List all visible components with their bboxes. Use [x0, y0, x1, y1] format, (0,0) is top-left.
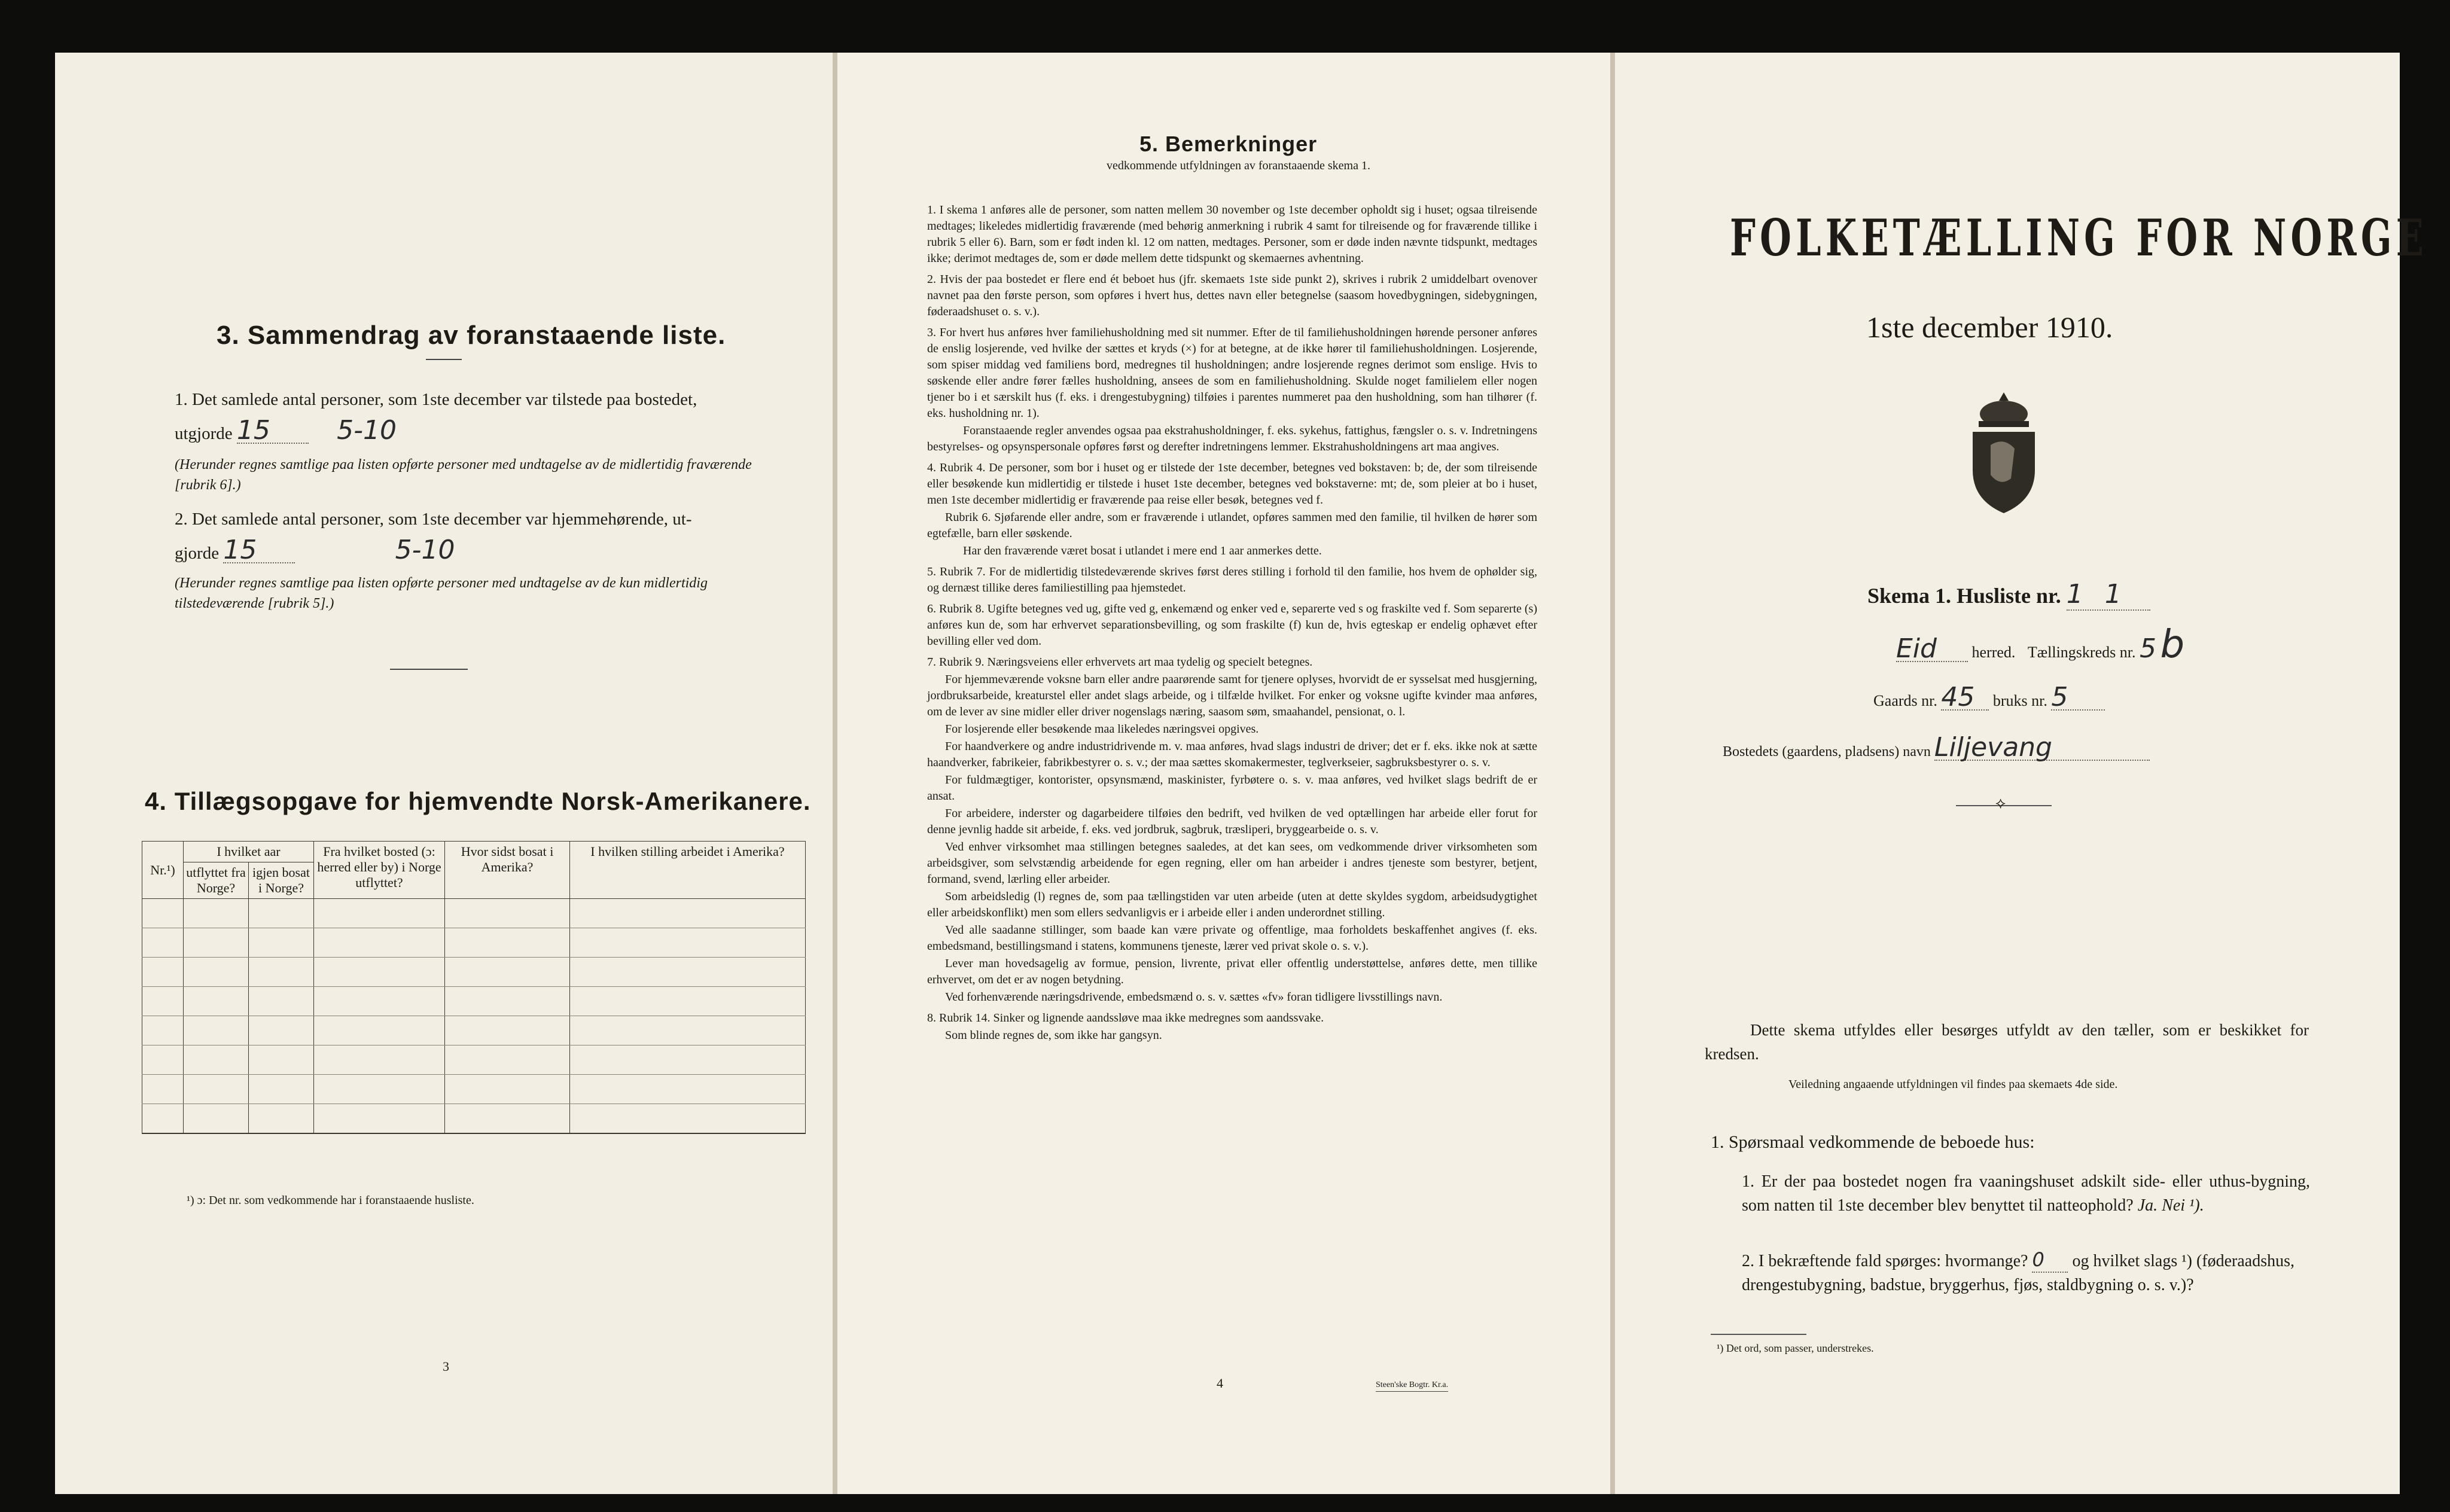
- handwritten-herred: Eid: [1896, 637, 1968, 662]
- remark-7k: Ved forhenværende næringsdrivende, embedsmænd o. s. v. sættes «fv» foran tidligere livsstillings navn.: [945, 990, 1443, 1004]
- remark-6: 6. Rubrik 8. Ugifte betegnes ved ug, gifte ved g, enkemænd og enker ved e, separerte ved s og fraskilte ved f. Som separerte (s) anføres kun de, som har erhvervet separationsbevilling, og som fraskilte (f) kun de, hvis egteskap er endelig ophævet efter bevilling eller ved dom.: [927, 602, 1537, 648]
- remarks-list: [927, 202, 1537, 1045]
- table-row: [142, 1045, 806, 1075]
- divider: [426, 359, 462, 360]
- table-row: [142, 899, 806, 928]
- remark-7j: Lever man hovedsagelig av formue, pension, livrente, privat eller offentlig understøttelse, anføres dette, men tillike erhvervet, om det er av nogen betydning.: [927, 957, 1537, 986]
- right-footnote: ¹) Det ord, som passer, understrekes.: [1717, 1342, 1874, 1354]
- printer-mark: Steen'ske Bogtr. Kr.a.: [1376, 1380, 1448, 1392]
- col-last-residence: Hvor sidst bosat i Amerika?: [445, 842, 570, 899]
- remark-3b: Foranstaaende regler anvendes ogsaa paa ekstrahusholdninger, f. eks. sykehus, fattighus, fængsler o. s. v. Indretningens bestyrelses- og opsynspersonale opføres først og derefter indretningens lemmer. Ekstrahusholdningens art maa angives.: [927, 424, 1537, 453]
- col-emigrated: utflyttet fra Norge?: [184, 862, 249, 899]
- table-row: [142, 1104, 806, 1134]
- norsk-amerikanere-table: [142, 841, 806, 1134]
- col-from-where: Fra hvilket bosted (ɔ: herred eller by) i Norge utflyttet?: [314, 842, 445, 899]
- remark-7b: For hjemmeværende voksne barn eller andre paarørende samt for tjenere oplyses, hvorvidt de er sysselsat med husgjerning, jordbruksarbeide, kreaturstel eller andet slags arbeide, og i tilfælde hvilket. For enker og voksne ugifte kvinder maa anføres, om de lever av sine midler eller driver nogenslags næring, saasom søm, smaahandel, pensionat, o. l.: [927, 673, 1537, 718]
- census-date: 1ste december 1910.: [1866, 310, 2113, 344]
- section3-title: 3. Sammendrag av foranstaaende liste.: [217, 321, 726, 350]
- handwritten-count-present: 15: [237, 419, 309, 444]
- question-1-answer: Ja. Nei ¹).: [2137, 1196, 2204, 1215]
- remark-7e: For fuldmægtiger, kontorister, opsynsmænd, maskinister, fyrbøtere o. s. v. maa anføres, ved hvilket slags bedrift de er ansat.: [927, 773, 1537, 803]
- question-1: 1. Er der paa bostedet nogen fra vaaningshuset adskilt side- eller uthus-bygning, som natten til 1ste december blev benyttet til natteophold? Ja. Nei ¹).: [1742, 1172, 2310, 1215]
- remark-4c: Har den fraværende været bosat i utlandet i mere end 1 aar anmerkes dette.: [963, 544, 1322, 557]
- handwritten-kreds-2: b: [2160, 623, 2185, 667]
- herred-line: Eid herred. Tællingskreds nr. 5 b: [1896, 623, 2185, 667]
- question-section-title: 1. Spørsmaal vedkommende de beboede hus:: [1711, 1132, 2035, 1152]
- section3-item1: 1. Det samlede antal personer, som 1ste december var tilstede paa bostedet,: [175, 390, 697, 409]
- table-row: [142, 928, 806, 958]
- remark-7i: Ved alle saadanne stillinger, som baade kan være private og offentlige, maa forholdets beskaffenhet angives (f. eks. embedsmand, bestillingsmand i statens, kommunens tjeneste, lærer ved privat skole o. s. v.).: [927, 923, 1537, 953]
- section4-title: 4. Tillægsopgave for hjemvendte Norsk-Amerikanere.: [145, 787, 811, 815]
- handwritten-count-outbuildings: 0: [2032, 1248, 2068, 1273]
- table-row: [142, 1016, 806, 1045]
- section3-item2-note: (Herunder regnes samtlige paa listen opførte personer med undtagelse av de kun midlertidig tilstedeværende [rubrik 5].): [175, 575, 708, 611]
- page-fold: [1610, 53, 1615, 1494]
- page-number-left: 3: [443, 1359, 449, 1374]
- census-title: FOLKETÆLLING FOR NORGE: [1730, 208, 2428, 267]
- remark-7c: For losjerende eller besøkende maa likeledes næringsvei opgives.: [945, 723, 1259, 736]
- remark-2: 2. Hvis der paa bostedet er flere end ét beboet hus (jfr. skemaets 1ste side punkt 2), skrives i rubrik 2 umiddelbart ovenover navnet paa den første person, som opføres i hvert hus, dettes navn eller betegnelse (saasom hovedbygningen, sidebygningen, føderaadshuset o. s. v.).: [927, 273, 1537, 318]
- handwritten-range-resident: 5-10: [395, 535, 455, 565]
- left-page: [55, 53, 833, 1494]
- remark-4: 4. Rubrik 4. De personer, som bor i huset og er tilstede der 1ste december, betegnes ved bokstaven: b; de, der som tilreisende eller besøkende kun midlertidig er tilstede i huset 1ste december, betegnes ved bokstaverne: mt; de, som pleier at bo i huset, men 1ste december midlertidig er fraværende paa reise eller besøk, betegnes ved f.: [927, 461, 1537, 507]
- section3-item2: 2. Det samlede antal personer, som 1ste december var hjemmehørende, ut-: [175, 510, 692, 529]
- gaards-line: Gaards nr. 45 bruks nr. 5: [1873, 685, 2105, 713]
- page-fold: [833, 53, 837, 1494]
- coat-of-arms-icon: [1962, 388, 2046, 522]
- table-row: [142, 987, 806, 1016]
- middle-page: [837, 53, 1614, 1494]
- col-returned: igjen bosat i Norge?: [249, 862, 314, 899]
- divider: [1711, 1334, 1806, 1335]
- instruction-small: Veiledning angaaende utfyldningen vil findes paa skemaets 4de side.: [1788, 1078, 2118, 1091]
- page-number-middle: 4: [1217, 1376, 1223, 1391]
- handwritten-bruks: 5: [2051, 685, 2105, 711]
- remark-8b: Som blinde regnes de, som ikke har gangsyn.: [945, 1029, 1162, 1042]
- remark-3: 3. For hvert hus anføres hver familiehusholdning med sit nummer. Efter de til familiehusholdningen hørende personer anføres de enslig losjerende, ved hvilke der sættes et kryds (×) for at betegne, at de ikke hører til familiehusholdningen. Losjerende, som spiser middag ved familiens bord, medregnes til husholdningen; andre losjerende regnes derimot som enslige. Hvis to søskende eller andre fører fælles husholdning, ansees de som en familiehusholdning. Skulde noget familielem eller nogen tjener bo i et særskilt hus (f. eks. i drengestubygning) tilføies i parentes nummeret paa den husholdning, som han tilhører (f. eks. husholdning nr. 1).: [927, 326, 1537, 420]
- remarks-subtitle: vedkommende utfyldningen av foranstaaende skema 1.: [1107, 159, 1370, 172]
- handwritten-kreds: 5: [2139, 633, 2156, 664]
- col-position: I hvilken stilling arbeidet i Amerika?: [570, 842, 806, 899]
- handwritten-husliste-2: 1: [2104, 579, 2122, 609]
- handwritten-range-present: 5-10: [337, 415, 397, 446]
- table-row: [142, 1075, 806, 1104]
- schema-line: Skema 1. Husliste nr. 1 1: [1867, 579, 2150, 611]
- right-page: [1615, 53, 2428, 1494]
- remark-1: 1. I skema 1 anføres alle de personer, som natten mellem 30 november og 1ste december opholdt sig i huset; ogsaa tilreisende medtages; likeledes midlertidig fraværende (med behørig anmerkning i rubrik 4 samt for tilreisende og for fraværende tillike i rubrik 5 eller 6). Barn, som er født inden kl. 12 om natten, medtages. Personer, som er døde inden nævnte tidspunkt, medtages ikke; derimot medtages de, som er døde mellem dette tidspunkt og skemaernes avhentning.: [927, 203, 1537, 265]
- handwritten-gaards: 45: [1941, 685, 1989, 711]
- remark-7g: Ved enhver virksomhet maa stillingen betegnes saaledes, at det kan sees, om vedkommende driver virksomheten som arbeidsgiver, som selvstændig arbeidende for egen regning, eller om han arbeider i andres tjeneste som bestyrer, betjent, formand, svend, lærling eller arbeider.: [927, 840, 1537, 886]
- handwritten-bosted: Liljevang: [1934, 736, 2150, 761]
- remark-8: 8. Rubrik 14. Sinker og lignende aandssløve maa ikke medregnes som aandssvake.: [927, 1011, 1324, 1025]
- ornament-icon: ⟡: [1995, 794, 2006, 812]
- remark-7: 7. Rubrik 9. Næringsveiens eller erhvervets art maa tydelig og specielt betegnes.: [927, 656, 1313, 669]
- remarks-title: 5. Bemerkninger: [1139, 132, 1318, 156]
- remark-7h: Som arbeidsledig (l) regnes de, som paa tællingstiden var uten arbeide (uten at dette skyldes sygdom, arbeidsudygtighet eller arbeidskonflikt) men som ellers sedvanligvis er i arbeide eller i anden underordnet stilling.: [927, 890, 1537, 919]
- instruction-text: Dette skema utfyldes eller besørges utfyldt av den tæller, som er beskikket for kredsen.: [1705, 1021, 2309, 1063]
- section4-footnote: ¹) ɔ: Det nr. som vedkommende har i foranstaaende husliste.: [187, 1194, 474, 1207]
- remark-7f: For arbeidere, inderster og dagarbeidere tilføies den bedrift, ved hvilken de ved optællingen har arbeide eller forut for denne jevnlig hadde sit arbeide, f. eks. ved jordbruk, sagbruk, træsliperi, bryggearbeide o. s. v.: [927, 807, 1537, 836]
- remark-7d: For haandverkere og andre industridrivende m. v. maa anføres, hvad slags industri de driver; det er f. eks. ikke nok at sætte haandverker, fabrikeier, fabrikbestyrer o. s. v.; der maa sættes skomakermester, teglverkseier, sagbruksbestyrer o. s. v.: [927, 740, 1537, 769]
- bosted-line: Bostedets (gaardens, pladsens) navn Liljevang: [1723, 736, 2150, 764]
- divider: [390, 669, 468, 670]
- section3-item1-b: utgjorde 15 5-10: [175, 415, 397, 446]
- handwritten-count-resident: 15: [223, 538, 295, 563]
- section3-item2-b: gjorde 15 5-10: [175, 535, 455, 565]
- question-2: 2. I bekræftende fald spørges: hvormange? 0 og hvilket slags ¹) (føderaadshus, drengestubygning, badstue, bryggerhus, fjøs, staldbygning o. s. v.)?: [1742, 1248, 2294, 1294]
- col-year-group: I hvilket aar: [184, 842, 314, 862]
- table-row: [142, 958, 806, 987]
- handwritten-husliste: 1: [2066, 579, 2083, 609]
- section3-item1-note: (Herunder regnes samtlige paa listen opførte personer med undtagelse av de midlertidig fraværende [rubrik 6].): [175, 457, 752, 493]
- remark-4b: Rubrik 6. Sjøfarende eller andre, som er fraværende i utlandet, opføres sammen med den familie, til hvilken de hører som egtefælle, barn eller søskende.: [927, 511, 1537, 540]
- remark-5: 5. Rubrik 7. For de midlertidig tilstedeværende skrives først deres stilling i forhold til den familie, hos hvem de ophølder sig, og dernæst tillike deres familiestilling paa hjemstedet.: [927, 565, 1537, 595]
- col-nr: Nr.¹): [142, 842, 184, 899]
